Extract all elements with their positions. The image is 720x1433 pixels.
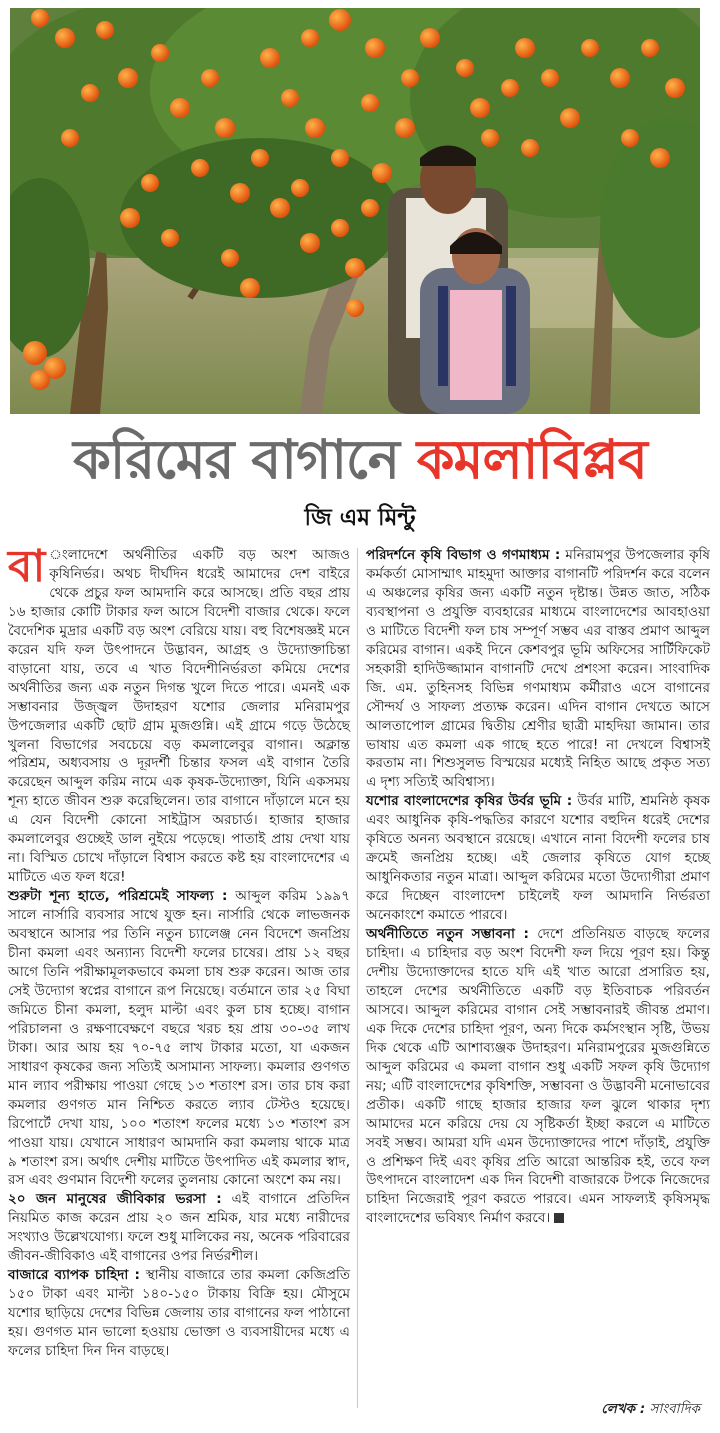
article-column-left <box>8 541 351 1426</box>
section-paragraph <box>366 546 710 792</box>
intro-paragraph <box>8 541 350 887</box>
orchard-photo <box>10 8 700 414</box>
section-text: মনিরামপুর উপজেলার কৃষি কর্মকর্তা মোসাম্মাৎ মাহমুদা আক্তার বাগানটি পরিদর্শন করে বলেন এ অঞ্চলের কৃষির জন্য একটি নতুন দৃষ্টান্ত। উন্নত জাত, সঠিক ব্যবস্থাপনা ও প্রযুক্তি ব্যবহারের মাধ্যমে বাংলাদেশের আবহাওয়া ও মাটিতে বিদেশী ফল চাষ সম্পূর্ণ সম্ভব এর বাস্তব প্রমাণ আব্দুল করিমের বাগান। একই দিনে কেশবপুর ভূমি অফিসের সার্টিফিকেট সহকারী হাদিউজ্জামান বাগানটি দেখে প্রশংসা করেন। সাংবাদিক জি. এম. তুহিনসহ বিভিন্ন গণমাধ্যম কর্মীরাও এসে বাগানের সৌন্দর্য ও সাফল্য প্রত্যক্ষ করেন। এদিন বাগান দেখতে আসে আলতাপোল গ্রামের দ্বিতীয় শ্রেণীর ছাত্রী মাহদিয়া জামান। তার ভাষায় এত কমলা এক গাছে হতে পারে! না দেখলে বিশ্বাসই করতাম না। শিশুসুলভ বিস্ময়ের মধ্যেই নিহিত আছে প্রকৃত সত্য এ দৃশ্য সত্যিই অবিশ্বাস্য। <box>366 547 710 791</box>
section-paragraph <box>8 1266 350 1361</box>
author-signature <box>601 1398 700 1421</box>
signature-label: লেখক : <box>601 1401 646 1417</box>
section-title: বাজারে ব্যাপক চাহিদা : <box>8 1267 140 1284</box>
signature-value: সাংবাদিক <box>645 1401 700 1417</box>
section-paragraph <box>8 1190 350 1266</box>
section-title: পরিদর্শনে কৃষি বিভাগ ও গণমাধ্যম : <box>366 547 561 563</box>
headline-part1: করিমের বাগানে <box>73 428 417 491</box>
section-paragraph <box>366 925 710 1228</box>
byline: জি এম মিন্টু <box>304 505 416 531</box>
section-title: অর্থনীতিতে নতুন সম্ভাবনা : <box>366 926 529 943</box>
section-title: শুরুটা শূন্য হাতে, পরিশ্রমেই সাফল্য : <box>8 888 228 905</box>
section-paragraph <box>8 887 350 1190</box>
section-text: আব্দুল করিম ১৯৯৭ সালে নার্সারি ব্যবসার সাথে যুক্ত হন। নার্সারি থেকে লাভজনক অবস্থানে আসার পর তিনি নতুন চ্যালেঞ্জ নেন বিদেশে জনপ্রিয় চীনা কমলা এবং অন্যান্য বিদেশী ফলের চাষের। প্রায় ১২ বছর আগে তিনি পরীক্ষামূলকভাবে কমলা চাষ শুরু করেন। আজ তার সেই উদ্যোগ স্বপ্নের বাগানে রূপ নিয়েছে। বর্তমানে তার ২৫ বিঘা জমিতে চীনা কমলা, হলুদ মাল্টা এবং কুল চাষ হচ্ছে। বাগান পরিচালনা ও রক্ষণাবেক্ষণে বছরে খরচ হয় প্রায় ৩০-৩৫ লাখ টাকা। আর আয় হয় ৭০-৭৫ লাখ টাকার মতো, যা একজন সাধারণ কৃষকের জন্য সত্যিই অসামান্য সাফল্য। কমলার গুণগত মান ল্যাব পরীক্ষায় পাওয়া গেছে ১৩ শতাংশ রস। তার চাষ করা কমলার গুণগত মান নিশ্চিত করতে ল্যাব টেস্টও হয়েছে। রিপোর্টে দেখা যায়, ১০০ শতাংশ ফলের মধ্যে ১৩ শতাংশ রস পাওয়া যায়। যেখানে সাধারণ আমদানি করা কমলায় থাকে মাত্র ৯ শতাংশ রস। অর্থাৎ দেশীয় মাটিতে উৎপাদিত এই কমলার স্বাদ, রস এবং গুণমান বিদেশী ফলের তুলনায় কোনো অংশে কম নয়। <box>8 888 350 1189</box>
dropcap: বা <box>8 541 46 592</box>
column-divider <box>357 548 358 1408</box>
intro-text: ংলাদেশে অর্থনীতির একটি বড় অংশ আজও কৃষিনির্ভর। অথচ দীর্ঘদিন ধরেই আমাদের দেশ বাইরে থেকে প্রচুর ফল আমদানি করে আসছে। প্রতি বছর প্রায় ১৬ হাজার কোটি টাকার ফল আসে বিদেশী বাজার থেকে। ফলে বৈদেশিক মুদ্রার একটি বড় অংশ বেরিয়ে যায়। বহু বিশেষজ্ঞই মনে করেন যদি ফল উৎপাদনে উদ্ভাবন, আগ্রহ ও উদ্যোক্তাচিন্তা বাড়ানো যায়, তবে এ খাত বিদেশীনির্ভরতা কমিয়ে দেশের অর্থনীতির জন্য এক নতুন দিগন্ত খুলে দিতে পারে। এমনই এক সম্ভাবনার উজ্জ্বল উদাহরণ যশোর জেলার মনিরামপুর উপজেলার একটি ছোট গ্রাম মুজগুন্নি। এই গ্রামে গড়ে উঠেছে খুলনা বিভাগের সবচেয়ে বড় কমলালেবুর বাগান। অক্লান্ত পরিশ্রম, অধ্যবসায় ও দূরদর্শী চিন্তার ফসল এই বাগান তৈরি করেছেন আব্দুল করিম নামে এক কৃষক-উদ্যোক্তা, যিনি একসময় শূন্য হাতে জীবন শুরু করেছিলেন। তার বাগানে দাঁড়ালে মনে হয় এ যেন বিদেশী কোনো সাইট্রাস অরচার্ড। হাজার হাজার কমলালেবুর গুচ্ছেই ডাল নুইয়ে পড়েছে। পাতাই প্রায় দেখা যায় না। বিস্মিত চোখে দাঁড়ালে বিশ্বাস করতে কষ্ট হয় বাংলাদেশের এ মাটিতে এত ফল ধরে! <box>8 547 350 886</box>
end-mark-icon <box>554 1213 564 1223</box>
section-paragraph <box>366 792 710 925</box>
section-title: ২০ জন মানুষের জীবিকার ভরসা : <box>8 1191 222 1208</box>
headline-part2: কমলাবিপ্লব <box>416 428 647 491</box>
section-text: স্থানীয় বাজারে তার কমলা কেজিপ্রতি ১৫০ টাকা এবং মাল্টা ১৪০-১৫০ টাকায় বিক্রি হয়। মৌসুমে যশোর ছাড়িয়ে দেশের বিভিন্ন জেলায় তার বাগানের ফল পাঠানো হয়। গুণগত মান ভালো হওয়ায় ভোক্তা ও ব্যবসায়ীদের মধ্যে এ ফলের চাহিদা দিন দিন বাড়ছে। <box>8 1267 351 1360</box>
section-title: যশোর বাংলাদেশের কৃষির উর্বর ভূমি : <box>366 793 573 810</box>
orange-trees-icon <box>10 8 700 414</box>
section-text: দেশে প্রতিনিয়ত বাড়ছে ফলের চাহিদা। এ চাহিদার বড় অংশ বিদেশী ফল দিয়ে পূরণ হয়। কিন্তু দেশীয় উদ্যোক্তাদের হাতে যদি এই খাত আরো প্রসারিত হয়, তাহলে দেশের অর্থনীতিতে একটি বড় ইতিবাচক পরিবর্তন আসবে। আব্দুল করিমের বাগান সেই সম্ভাবনারই জীবন্ত প্রমাণ। এক দিকে দেশের চাহিদা পূরণ, অন্য দিকে কর্মসংস্থান সৃষ্টি, উভয় দিক থেকে এটি আশাব্যঞ্জক উদাহরণ। মনিরামপুরের মুজগুন্নিতে আব্দুল করিমের এ কমলা বাগান শুধু একটি সফল কৃষি উদ্যোগ নয়; এটি বাংলাদেশের কৃষিশক্তি, সম্ভাবনা ও উদ্ভাবনী মনোভাবের প্রতীক। একটি গাছে হাজার হাজার ফল ঝুলে থাকার দৃশ্য আমাদের মনে করিয়ে দেয় যে সৃষ্টিকর্তা ইচ্ছা করলে এ মাটিতে সবই সম্ভব। আমরা যদি এমন উদ্যোক্তাদের পাশে দাঁড়াই, প্রযুক্তি ও প্রশিক্ষণ দিই এবং কৃষির প্রতি আরো আন্তরিক হই, তবে ফল উৎপাদনে বাংলাদেশ এক দিন বিদেশী বাজারকে টপকে নিজেদের চাহিদা নিজেরাই পূরণ করতে পারবে। এমন সাফল্যই কৃষিসমৃদ্ধ বাংলাদেশের ভবিষ্যৎ নির্মাণ করবে। <box>366 926 710 1227</box>
section-text: এই বাগানে প্রতিদিন নিয়মিত কাজ করেন প্রায় ২০ জন শ্রমিক, যার মধ্যে নারীদের সংখ্যাও উল্লেখযোগ্য। ফলে শুধু মালিকের নয়, অনেক পরিবারের জীবন-জীবিকাও এই বাগানের ওপর নির্ভরশীল। <box>8 1191 350 1265</box>
headline <box>0 418 720 502</box>
section-text: উর্বর মাটি, শ্রমনিষ্ঠ কৃষক এবং আধুনিক কৃষি-পদ্ধতির কারণে যশোর বহুদিন ধরেই দেশের কৃষিতে অনন্য অবস্থানে রয়েছে। এখানে নানা বিদেশী ফলের চাষ ক্রমেই জনপ্রিয় হচ্ছে। এই জেলার কৃষিতে যোগ হচ্ছে আধুনিকতার নতুন মাত্রা। আব্দুল করিমের মতো উদ্যোগীরা প্রমাণ করে দিচ্ছেন বাংলাদেশ চাইলেই ফল আমদানি নির্ভরতা অনেকাংশে কমাতে পারবে। <box>366 793 710 924</box>
article-column-right <box>366 546 710 1426</box>
